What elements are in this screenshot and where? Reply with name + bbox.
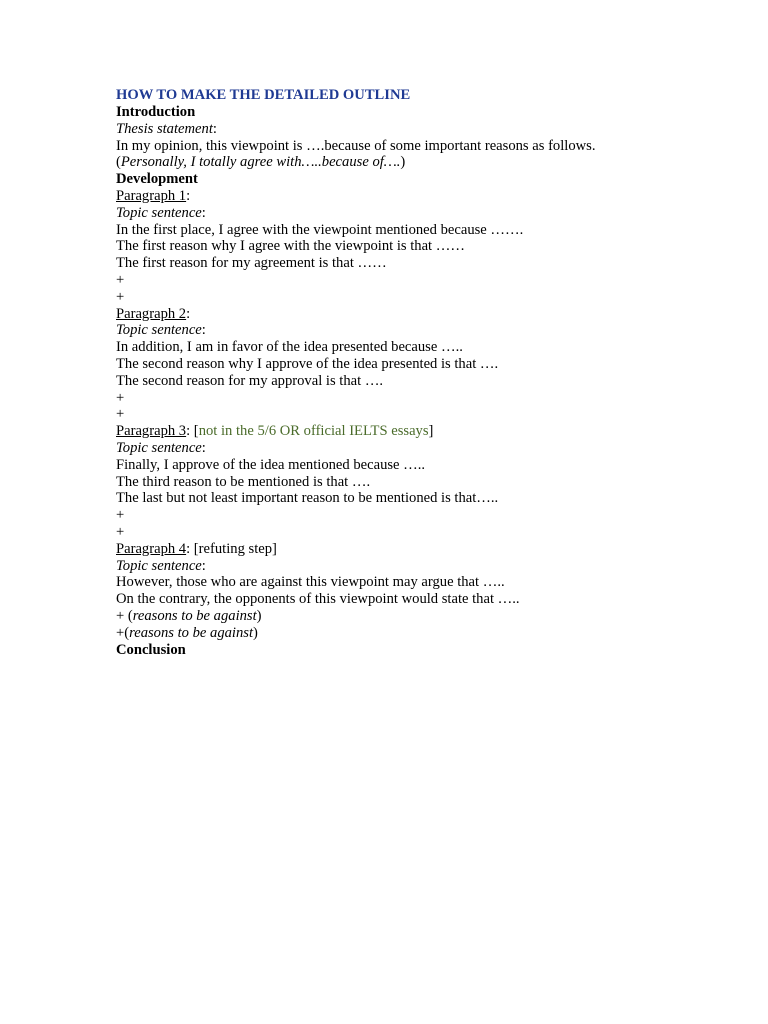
paragraph-2-line-3: The second reason for my approval is that ….	[116, 372, 384, 389]
paragraph-4-line-2: On the contrary, the opponents of this viewpoint would state that …..	[116, 591, 520, 608]
thesis-line-2-italic: Personally, I totally agree with…..because of….	[120, 154, 401, 171]
paragraph-1-topic-colon: :	[201, 204, 206, 221]
paragraph-4-topic-label: Topic sentence	[116, 557, 202, 574]
paragraph-3-topic-colon: :	[201, 439, 206, 456]
paragraph-1-line-2: The first reason why I agree with the viewpoint is that ……	[116, 238, 465, 255]
paragraph-2-topic-colon: :	[201, 322, 206, 339]
paragraph-4-against-1	[116, 608, 736, 625]
against-2-suffix: )	[253, 624, 258, 641]
against-2-prefix: +(	[116, 624, 130, 641]
paragraph-1-topic-line	[116, 205, 736, 222]
thesis-statement-label: Thesis statement	[116, 120, 213, 137]
paragraph-2-topic-label: Topic sentence	[116, 322, 202, 339]
thesis-line-2-open: (	[116, 154, 121, 171]
thesis-line-2	[116, 154, 736, 171]
paragraph-4-against-2	[116, 625, 736, 642]
thesis-statement-label-line	[116, 121, 736, 138]
paragraph-1-heading	[116, 188, 736, 205]
paragraph-2-label: Paragraph 2	[116, 305, 187, 322]
paragraph-1-plus-2: +	[116, 288, 125, 305]
paragraph-3-note-close: ]	[428, 423, 434, 440]
paragraph-4-line-1: However, those who are against this viewpoint may argue that …..	[116, 574, 505, 591]
paragraph-3-line-3: The last but not least important reason to be mentioned is that…..	[116, 490, 499, 507]
paragraph-3-suffix: : [	[186, 423, 199, 440]
paragraph-4-topic-colon: :	[201, 557, 206, 574]
paragraph-1-line-3: The first reason for my agreement is that ……	[116, 255, 387, 272]
paragraph-2-heading	[116, 306, 736, 323]
paragraph-3-topic-label: Topic sentence	[116, 439, 202, 456]
thesis-colon: :	[212, 120, 217, 137]
thesis-line-2-close: )	[400, 154, 406, 171]
against-1-prefix: + (	[116, 607, 133, 624]
paragraph-3-line-2: The third reason to be mentioned is that ….	[116, 473, 371, 490]
paragraph-2-suffix: :	[186, 305, 191, 322]
paragraph-1-suffix: :	[186, 187, 191, 204]
paragraph-4-heading	[116, 541, 736, 558]
paragraph-4-suffix: : [refuting step]	[186, 540, 277, 557]
paragraph-2-line-1: In addition, I am in favor of the idea presented because …..	[116, 339, 463, 356]
paragraph-1-topic-label: Topic sentence	[116, 204, 202, 221]
conclusion-heading: Conclusion	[116, 641, 186, 658]
paragraph-1-line-1: In the first place, I agree with the viewpoint mentioned because …….	[116, 221, 524, 238]
paragraph-2-plus-1: +	[116, 389, 125, 406]
paragraph-2-topic-line	[116, 322, 736, 339]
against-1-suffix: )	[256, 607, 262, 624]
document-title: HOW TO MAKE THE DETAILED OUTLINE	[116, 87, 411, 103]
paragraph-3-label: Paragraph 3	[116, 423, 187, 440]
paragraph-4-topic-line	[116, 558, 736, 575]
against-1-italic: reasons to be against	[132, 607, 257, 624]
thesis-line-1: In my opinion, this viewpoint is ….because of some important reasons as follows.	[116, 137, 596, 154]
paragraph-3-line-1: Finally, I approve of the idea mentioned because …..	[116, 456, 426, 473]
paragraph-3-topic-line	[116, 440, 736, 457]
paragraph-1-plus-1: +	[116, 271, 125, 288]
introduction-heading: Introduction	[116, 104, 196, 120]
paragraph-3-heading	[116, 423, 736, 440]
paragraph-4-label: Paragraph 4	[116, 540, 187, 557]
against-2-italic: reasons to be against	[129, 624, 254, 641]
paragraph-1-label: Paragraph 1	[116, 187, 187, 204]
paragraph-2-plus-2: +	[116, 406, 125, 423]
paragraph-3-note: not in the 5/6 OR official IELTS essays	[198, 423, 429, 440]
outline-document	[116, 87, 736, 658]
paragraph-3-plus-2: +	[116, 523, 125, 540]
paragraph-2-line-2: The second reason why I approve of the idea presented is that ….	[116, 355, 499, 372]
paragraph-3-plus-1: +	[116, 507, 125, 524]
development-heading: Development	[116, 171, 198, 188]
